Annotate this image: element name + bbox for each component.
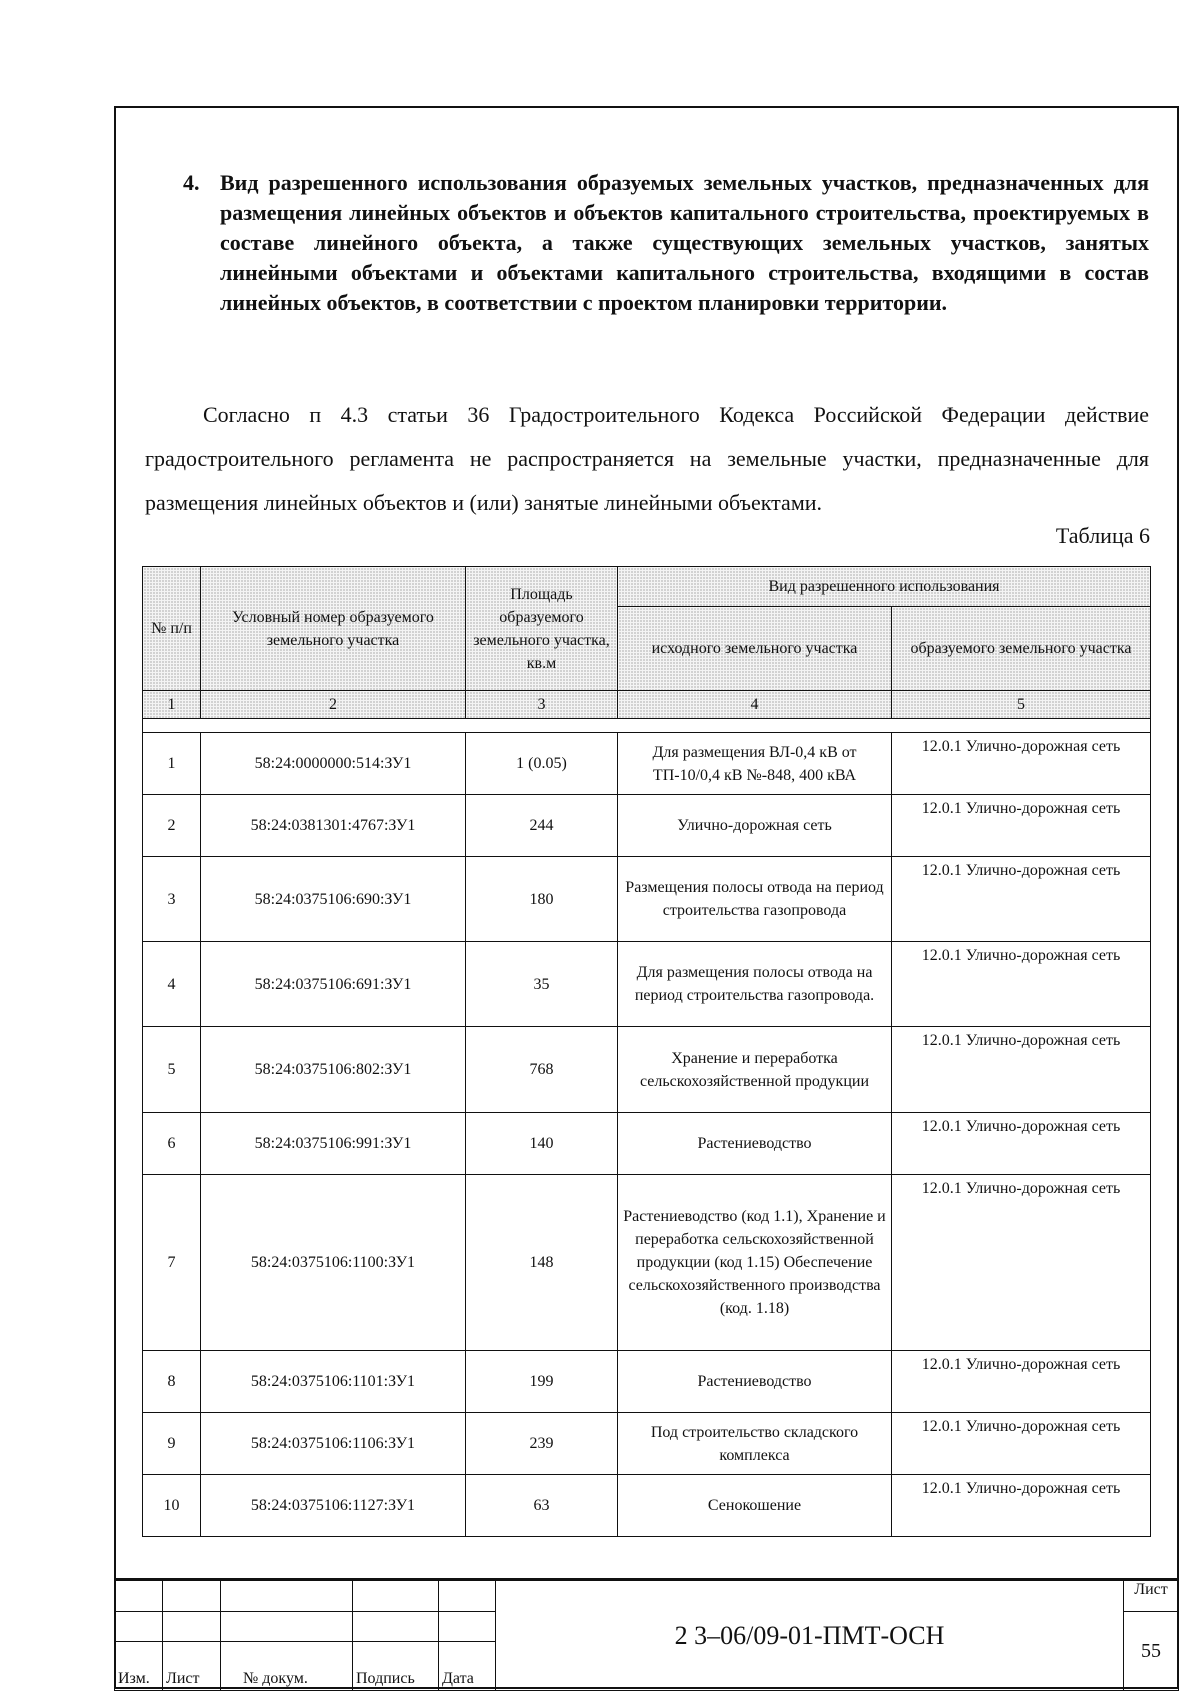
col-number-2: 2 bbox=[201, 691, 466, 719]
table-row bbox=[143, 1113, 1151, 1175]
formed-use: 12.0.1 Улично-дорожная сеть bbox=[892, 1175, 1151, 1351]
formed-use: 12.0.1 Улично-дорожная сеть bbox=[892, 795, 1151, 857]
header-use-formed: образуемого земельного участка bbox=[892, 607, 1151, 691]
source-use: Хранение и переработка сельскохозяйственной продукции bbox=[618, 1027, 892, 1113]
source-use: Для размещения полосы отвода на период строительства газопровода. bbox=[618, 942, 892, 1027]
row-number: 2 bbox=[143, 795, 201, 857]
formed-use: 12.0.1 Улично-дорожная сеть bbox=[892, 1351, 1151, 1413]
table-caption: Таблица 6 bbox=[1055, 523, 1150, 548]
parcel-area: 199 bbox=[466, 1351, 618, 1413]
source-use: Под строительство складского комплекса bbox=[618, 1413, 892, 1475]
source-use: Растениеводство bbox=[618, 1351, 892, 1413]
parcel-id: 58:24:0375106:1127:ЗУ1 bbox=[201, 1475, 466, 1537]
formed-use: 12.0.1 Улично-дорожная сеть bbox=[892, 1113, 1151, 1175]
parcel-id: 58:24:0375106:691:ЗУ1 bbox=[201, 942, 466, 1027]
parcel-area: 148 bbox=[466, 1175, 618, 1351]
parcels-table bbox=[142, 566, 1151, 1537]
col-number-5: 5 bbox=[892, 691, 1151, 719]
parcel-area: 140 bbox=[466, 1113, 618, 1175]
parcel-area: 239 bbox=[466, 1413, 618, 1475]
label-list: Лист bbox=[163, 1642, 221, 1691]
row-number: 5 bbox=[143, 1027, 201, 1113]
label-sign: Подпись bbox=[353, 1642, 439, 1691]
table-row bbox=[143, 942, 1151, 1027]
title-block bbox=[114, 1578, 1179, 1689]
label-izm: Изм. bbox=[115, 1642, 163, 1691]
label-date: Дата bbox=[439, 1642, 496, 1691]
parcel-id: 58:24:0375106:991:ЗУ1 bbox=[201, 1113, 466, 1175]
table-row bbox=[143, 1175, 1151, 1351]
formed-use: 12.0.1 Улично-дорожная сеть bbox=[892, 942, 1151, 1027]
document-number: 2 3–06/09-01-ПМТ-ОСН bbox=[496, 1580, 1124, 1691]
header-num: № п/п bbox=[143, 567, 201, 691]
source-use: Растениеводство bbox=[618, 1113, 892, 1175]
formed-use: 12.0.1 Улично-дорожная сеть bbox=[892, 733, 1151, 795]
row-number: 3 bbox=[143, 857, 201, 942]
table-row bbox=[143, 1413, 1151, 1475]
parcel-id: 58:24:0375106:1100:ЗУ1 bbox=[201, 1175, 466, 1351]
parcel-area: 768 bbox=[466, 1027, 618, 1113]
formed-use: 12.0.1 Улично-дорожная сеть bbox=[892, 1413, 1151, 1475]
label-doc: № докум. bbox=[221, 1642, 353, 1691]
col-number-4: 4 bbox=[618, 691, 892, 719]
col-number-1: 1 bbox=[143, 691, 201, 719]
row-number: 7 bbox=[143, 1175, 201, 1351]
body-paragraph: Согласно п 4.3 статьи 36 Градостроительного Кодекса Российской Федерации действие градостроительного регламента не распространяется на земельные участки, предназначенные для размещения линейных объектов и (или) занятые линейными объектами. bbox=[145, 402, 1149, 515]
source-use: Сенокошение bbox=[618, 1475, 892, 1537]
formed-use: 12.0.1 Улично-дорожная сеть bbox=[892, 857, 1151, 942]
parcel-id: 58:24:0375106:690:ЗУ1 bbox=[201, 857, 466, 942]
row-number: 6 bbox=[143, 1113, 201, 1175]
parcel-area: 180 bbox=[466, 857, 618, 942]
row-number: 8 bbox=[143, 1351, 201, 1413]
section-title: Вид разрешенного использования образуемых земельных участков, предназначенных для размещения линейных объектов и объектов капитального строительства, проектируемых в составе линейного объекта, а также существующих земельных участков, занятых линейными объектами и объектами капитального строительства, входящими в состав линейных объектов, в соответствии с проектом планировки территории. bbox=[220, 170, 1149, 315]
parcel-area: 63 bbox=[466, 1475, 618, 1537]
header-area: Площадь образуемого земельного участка, кв.м bbox=[466, 567, 618, 691]
row-number: 1 bbox=[143, 733, 201, 795]
table-row bbox=[143, 1351, 1151, 1413]
parcel-id: 58:24:0375106:1101:ЗУ1 bbox=[201, 1351, 466, 1413]
parcel-area: 35 bbox=[466, 942, 618, 1027]
section-number: 4. bbox=[183, 170, 200, 195]
parcel-area: 1 (0.05) bbox=[466, 733, 618, 795]
source-use: Размещения полосы отвода на период строительства газопровода bbox=[618, 857, 892, 942]
source-use: Растениеводство (код 1.1), Хранение и переработка сельскохозяйственной продукции (код 1.15) Обеспечение сельскохозяйственного производства (код. 1.18) bbox=[618, 1175, 892, 1351]
formed-use: 12.0.1 Улично-дорожная сеть bbox=[892, 1027, 1151, 1113]
row-number: 9 bbox=[143, 1413, 201, 1475]
formed-use: 12.0.1 Улично-дорожная сеть bbox=[892, 1475, 1151, 1537]
row-number: 4 bbox=[143, 942, 201, 1027]
sheet-label: Лист bbox=[1124, 1580, 1179, 1612]
sheet-number: 55 bbox=[1124, 1612, 1179, 1691]
table-row bbox=[143, 795, 1151, 857]
table-row bbox=[143, 857, 1151, 942]
parcel-id: 58:24:0381301:4767:ЗУ1 bbox=[201, 795, 466, 857]
header-use-source: исходного земельного участка bbox=[618, 607, 892, 691]
parcel-id: 58:24:0375106:1106:ЗУ1 bbox=[201, 1413, 466, 1475]
table-row bbox=[143, 733, 1151, 795]
header-use-group: Вид разрешенного использования bbox=[618, 567, 1151, 607]
parcel-area: 244 bbox=[466, 795, 618, 857]
parcel-id: 58:24:0000000:514:ЗУ1 bbox=[201, 733, 466, 795]
source-use: Для размещения ВЛ-0,4 кВ от ТП-10/0,4 кВ №-848, 400 кВА bbox=[618, 733, 892, 795]
table-row bbox=[143, 1027, 1151, 1113]
section-heading bbox=[183, 168, 1149, 318]
parcel-id: 58:24:0375106:802:ЗУ1 bbox=[201, 1027, 466, 1113]
source-use: Улично-дорожная сеть bbox=[618, 795, 892, 857]
table-row bbox=[143, 1475, 1151, 1537]
row-number: 10 bbox=[143, 1475, 201, 1537]
header-parcel: Условный номер образуемого земельного участка bbox=[201, 567, 466, 691]
col-number-3: 3 bbox=[466, 691, 618, 719]
